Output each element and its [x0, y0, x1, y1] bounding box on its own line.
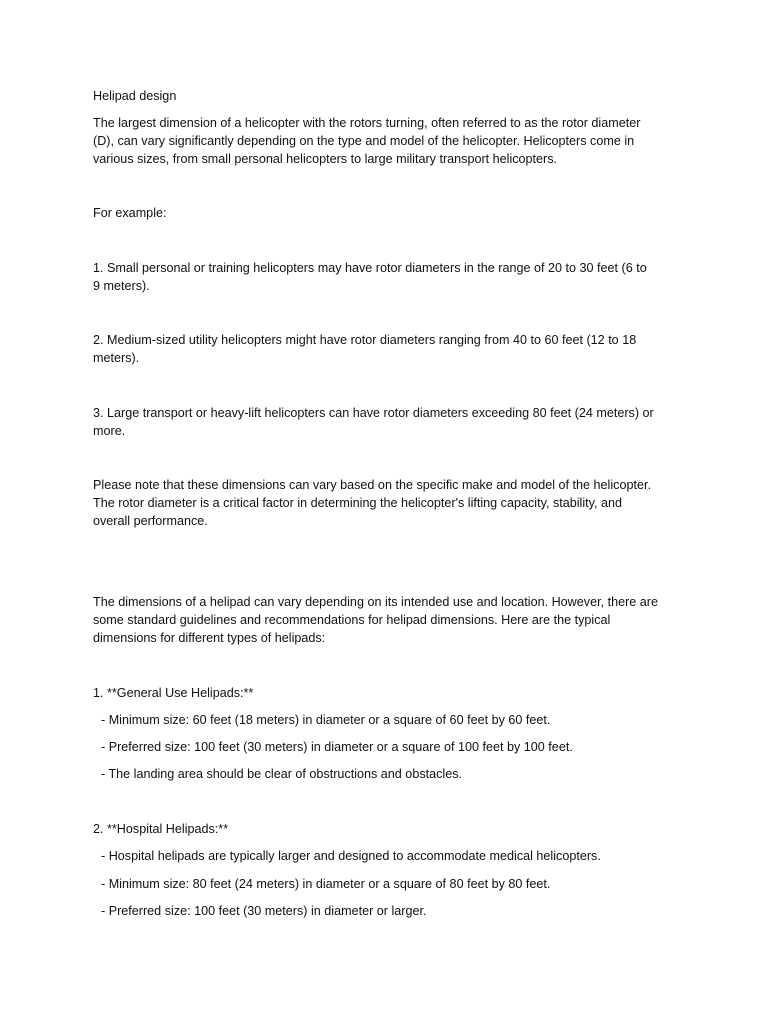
hospital-heading: 2. **Hospital Helipads:**: [93, 822, 229, 836]
helipad-intro-line-3: dimensions for different types of helipads:: [93, 631, 326, 645]
note-line-1: Please note that these dimensions can vary based on the specific make and model of the helicopter.: [93, 478, 651, 492]
note-line-3: overall performance.: [93, 514, 208, 528]
item3-line-1: 3. Large transport or heavy-lift helicopters can have rotor diameters exceeding 80 feet (24 meters) or: [93, 406, 654, 420]
hospital-bullet-1: - Hospital helipads are typically larger and designed to accommodate medical helicopters.: [101, 849, 601, 863]
intro-line-2: (D), can vary significantly depending on the type and model of the helicopter. Helicopters come in: [93, 134, 635, 148]
general-use-heading: 1. **General Use Helipads:**: [93, 686, 254, 700]
intro-line-1: The largest dimension of a helicopter with the rotors turning, often referred to as the rotor diameter: [93, 116, 641, 130]
item2-line-2: meters).: [93, 351, 140, 365]
hospital-bullet-3: - Preferred size: 100 feet (30 meters) in diameter or larger.: [101, 904, 427, 918]
helipad-intro-line-2: some standard guidelines and recommendations for helipad dimensions. Here are the typical: [93, 613, 611, 627]
item3-line-2: more.: [93, 424, 126, 438]
general-use-bullet-1: - Minimum size: 60 feet (18 meters) in diameter or a square of 60 feet by 60 feet.: [101, 713, 551, 727]
hospital-bullet-2: - Minimum size: 80 feet (24 meters) in diameter or a square of 80 feet by 80 feet.: [101, 877, 551, 891]
item1-line-2: 9 meters).: [93, 279, 150, 293]
item2-line-1: 2. Medium-sized utility helicopters might have rotor diameters ranging from 40 to 60 feet (12 to 18: [93, 333, 637, 347]
intro-line-3: various sizes, from small personal helicopters to large military transport helicopters.: [93, 152, 558, 166]
item1-line-1: 1. Small personal or training helicopters may have rotor diameters in the range of 20 to 30 feet (6 to: [93, 261, 647, 275]
note-line-2: The rotor diameter is a critical factor in determining the helicopter's lifting capacity, stability, and: [93, 496, 623, 510]
helipad-intro-line-1: The dimensions of a helipad can vary depending on its intended use and location. However, there are: [93, 595, 658, 609]
general-use-bullet-3: - The landing area should be clear of obstructions and obstacles.: [101, 767, 463, 781]
general-use-bullet-2: - Preferred size: 100 feet (30 meters) in diameter or a square of 100 feet by 100 feet.: [101, 740, 573, 754]
document-title: Helipad design: [93, 89, 177, 103]
for-example-label: For example:: [93, 206, 167, 220]
